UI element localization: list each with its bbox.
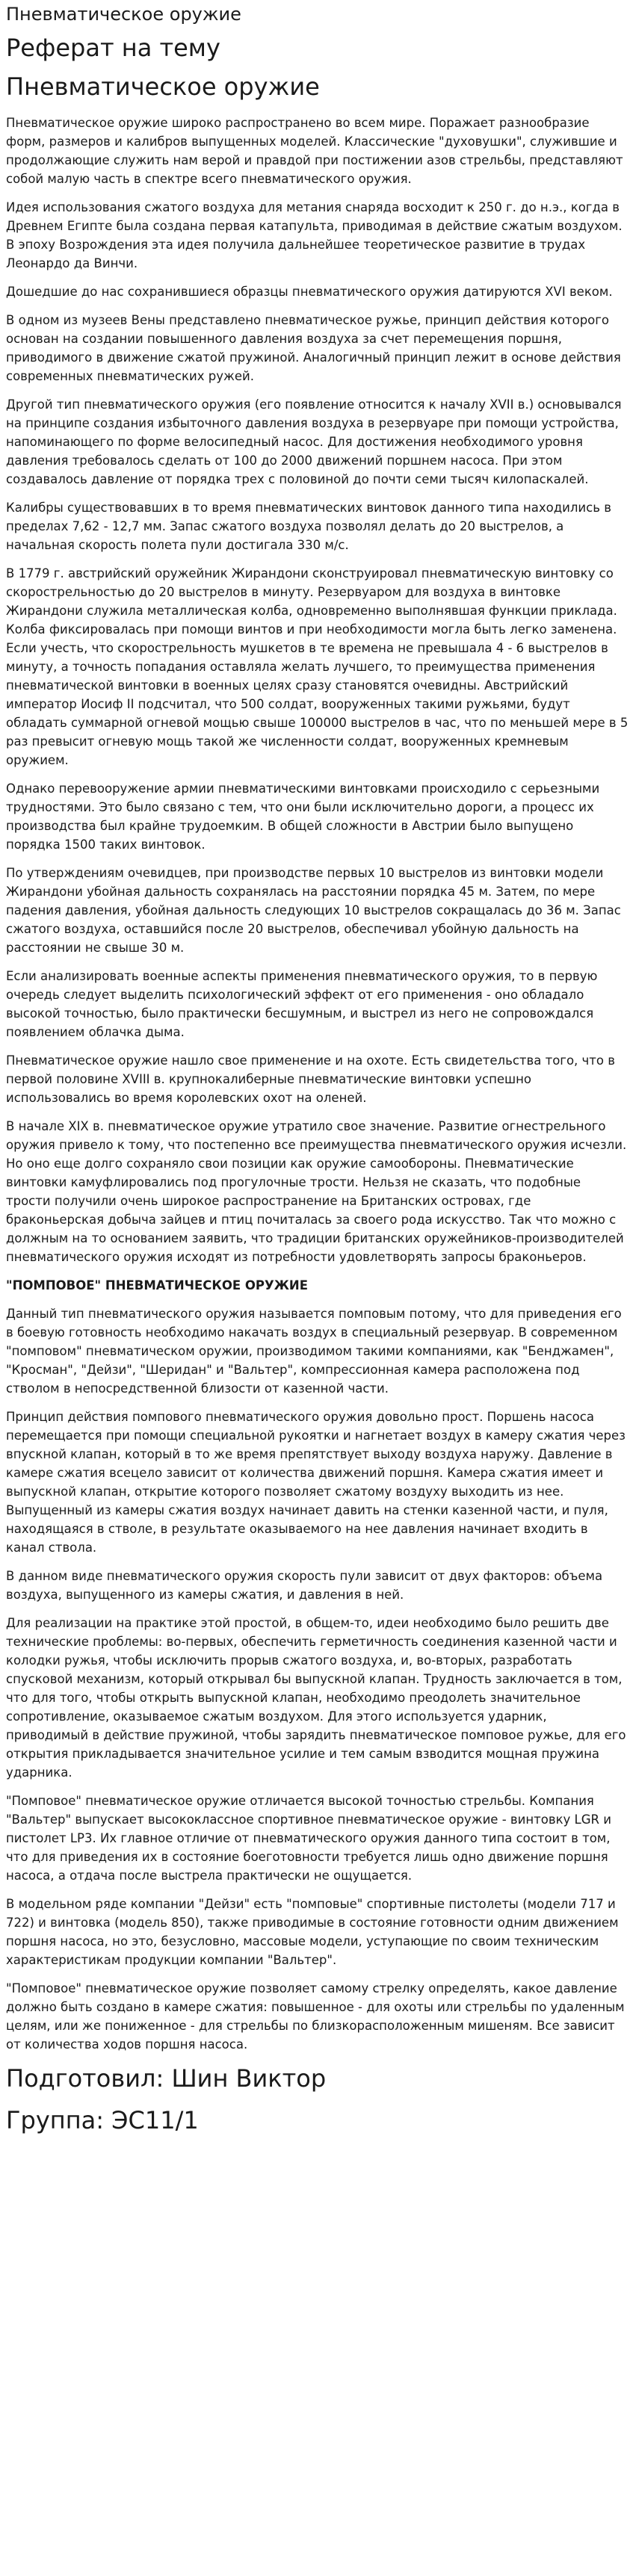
paragraph-girandoni: В 1779 г. австрийский оружейник Жирандони сконструировал пневматическую винтовку со скорострельностью до 20 выстрелов в минуту. Резервуаром для воздуха в винтовке Жирандони служила металлическая колба, одновременно выполнявшая функции приклада. Колба фиксировалась при помощи винтов и при необходимости могла быть легко заменена. Если учесть, что скорострельность мушкетов в те времена не превышала 4 - 6 выстрелов в минуту, а точность попадания оставляла желать лучшего, то преимущества применения пневматической винтовки в военных целях сразу становятся очевидны. Австрийский император Иосиф II подсчитал, что 500 солдат, вооруженных такими ружьями, будут обладать суммарной огневой мощью свыше 100000 выстрелов в час, что по меньшей мере в 5 раз превысит огневую мощь такой же численности солдат, вооруженных кремневым оружием. [6,566,629,767]
paragraph-bullet-speed: В данном виде пневматического оружия скорость пули зависит от двух факторов: объема воздуха, выпущенного из камеры сжатия, и давления в ней. [6,1569,603,1602]
paragraph-xvi-century: Дошедшие до нас сохранившиеся образцы пневматического оружия датируются XVI веком. [6,285,613,299]
paragraph-military-aspects: Если анализировать военные аспекты применения пневматического оружия, то в первую очередь следует выделить психологический эффект от его применения - оно обладало высокой точностью, было практически бесшумным, и выстрел из него не сопровождался появлением облачка дыма. [6,969,598,1039]
paragraph-vienna-museum: В одном из музеев Вены представлено пневматическое ружье, принцип действия которого основан на создании повышенного давления воздуха за счет перемещения поршня, приводимого в движение сжатой пружиной. Аналогичный принцип лежит в основе действия современных пневматических ружей. [6,313,621,383]
group-line: Группа: ЭС11/1 [6,2106,199,2134]
paragraph-history-egypt: Идея использования сжатого воздуха для метания снаряда восходит к 250 г. до н.э., когда в Древнем Египте была создана первая катапульта, приводимая в действие сжатым воздухом. В эпоху Возрождения эта идея получила дальнейшее теоретическое развитие в трудах Леонардо да Винчи. [6,200,623,270]
paragraph-xix-century: В начале XIX в. пневматическое оружие утратило свое значение. Развитие огнестрельного оружия привело к тому, что постепенно все преимущества пневматического оружия исчезли. Но оно еще долго сохраняло свои позиции как оружие самообороны. Пневматические винтовки камуфлировались под прогулочные трости. Нельзя не сказать, что подобные трости получили очень широкое распространение на Британских островах, где браконьерская добыча зайцев и птиц почиталась за своего рода искусство. Так что можно с должным на то основанием заявить, что традиции британских оружейников-производителей пневматического оружия исходят из потребности удовлетворять запросы браконьеров. [6,1119,627,1264]
paragraph-eyewitnesses: По утверждениям очевидцев, при производстве первых 10 выстрелов из винтовки модели Жирандони убойная дальность сохранялась на расстоянии порядка 45 м. Затем, по мере падения давления, убойная дальность следующих 10 выстрелов сокращалась до 36 м. Запас сжатого воздуха, оставшийся после 20 выстрелов, обеспечивал убойную дальность на расстоянии не свыше 30 м. [6,866,621,955]
document-title: Пневматическое оружие [6,72,320,101]
paragraph-pump-principle: Принцип действия помпового пневматического оружия довольно прост. Поршень насоса перемещается при помощи специальной рукоятки и нагнетает воздух в камеру сжатия через впускной клапан, который в то же время препятствует выходу воздуха наружу. Давление в камере сжатия всецело зависит от количества движений поршня. Камера сжатия имеет и выпускной клапан, открытие которого позволяет сжатому воздуху выходить из нее. Выпущенный из камеры сжатия воздух начинает давить на стенки казенной части, и пуля, находящаяся в стволе, в результате оказываемого на нее давления начинает входить в канал ствола. [6,1410,626,1555]
document-subtitle: Реферат на тему [6,34,220,62]
paragraph-technical-problems: Для реализации на практике этой простой, в общем-то, идеи необходимо было решить две технические проблемы: во-первых, обеспечить герметичность соединения казенной части и колодки ружья, чтобы исключить прорыв сжатого воздуха, и, во-вторых, разработать спусковой механизм, который открывал бы выпускной клапан. Трудность заключается в том, что для того, чтобы открыть выпускной клапан, необходимо преодолеть значительное сопротивление, оказываемое сжатым воздухом. Для этого используется ударник, приводимый в действие пружиной, чтобы зарядить пневматическое помповое ружье, для его открытия прикладывается значительное усилие и тем самым взводится мощная пружина ударника. [6,1616,626,1780]
paragraph-pressure-control: "Помповое" пневматическое оружие позволяет самому стрелку определять, какое давление должно быть создано в камере сжатия: повышенное - для охоты или стрельбы по удаленным целям, или же пониженное - для стрельбы по близкорасположенным мишеням. Все зависит от количества ходов поршня насоса. [6,1981,625,2052]
section-heading-pump: "ПОМПОВОЕ" ПНЕВМАТИЧЕСКОЕ ОРУЖИЕ [6,1278,308,1292]
paragraph-intro: Пневматическое оружие широко распространено во всем мире. Поражает разнообразие форм, размеров и калибров выпущенных моделей. Классические "духовушки", служившие и продолжающие служить нам верой и правдой при постижении азов стрельбы, представляют собой малую часть в спектре всего пневматического оружия. [6,116,623,186]
paragraph-pump-definition: Данный тип пневматического оружия называется помповым потому, что для приведения его в боевую готовность необходимо накачать воздух в специальный резервуар. В современном "помповом" пневматическом оружии, производимом такими компаниями, как "Бенджамен", "Кросман", "Дейзи", "Шеридан" и "Вальтер", компрессионная камера расположена под стволом в непосредственной близости от казенной части. [6,1307,622,1396]
paragraph-hunting: Пневматическое оружие нашло свое применение и на охоте. Есть свидетельства того, что в первой половине XVIII в. крупнокалиберные пневматические винтовки успешно использовались во время королевских охот на оленей. [6,1053,615,1105]
paragraph-walther: "Помповое" пневматическое оружие отличается высокой точностью стрельбы. Компания "Вальтер" выпускает высококлассное спортивное пневматическое оружие - винтовку LGR и пистолет LP3. Их главное отличие от пневматического оружия данного типа состоит в том, что для приведения их в состояние боеготовности требуется лишь одно движение поршня насоса, а отдача после выстрела практически не ощущается. [6,1794,611,1883]
paragraph-daisy: В модельном ряде компании "Дейзи" есть "помповые" спортивные пистолеты (модели 717 и 722) и винтовка (модель 850), также приводимые в состояние готовности одним движением поршня насоса, но это, безусловно, массовые модели, уступающие по своим техническим характеристикам продукции компании "Вальтер". [6,1897,619,1967]
document-header: Пневматическое оружие [6,4,241,25]
paragraph-pump-type: Другой тип пневматического оружия (его появление относится к началу XVII в.) основывался на принципе создания избыточного давления воздуха в резервуаре при помощи устройства, напоминающего по форме велосипедный насос. Для достижения необходимого уровня давления требовалось сделать от 100 до 2000 движений поршнем насоса. При этом создавалось давление от порядка трех с половиной до почти семи тысяч килопаскалей. [6,397,622,486]
author-line: Подготовил: Шин Виктор [6,2064,327,2093]
paragraph-rearmament: Однако перевооружение армии пневматическими винтовками происходило с серьезными трудностями. Это было связано с тем, что они были исключительно дороги, а процесс их производства был крайне трудоемким. В общей сложности в Австрии было выпущено порядка 1500 таких винтовок. [6,781,600,852]
paragraph-calibers: Калибры существовавших в то время пневматических винтовок данного типа находились в пределах 7,62 - 12,7 мм. Запас сжатого воздуха позволял делать до 20 выстрелов, а начальная скорость полета пули достигала 330 м/с. [6,501,611,552]
